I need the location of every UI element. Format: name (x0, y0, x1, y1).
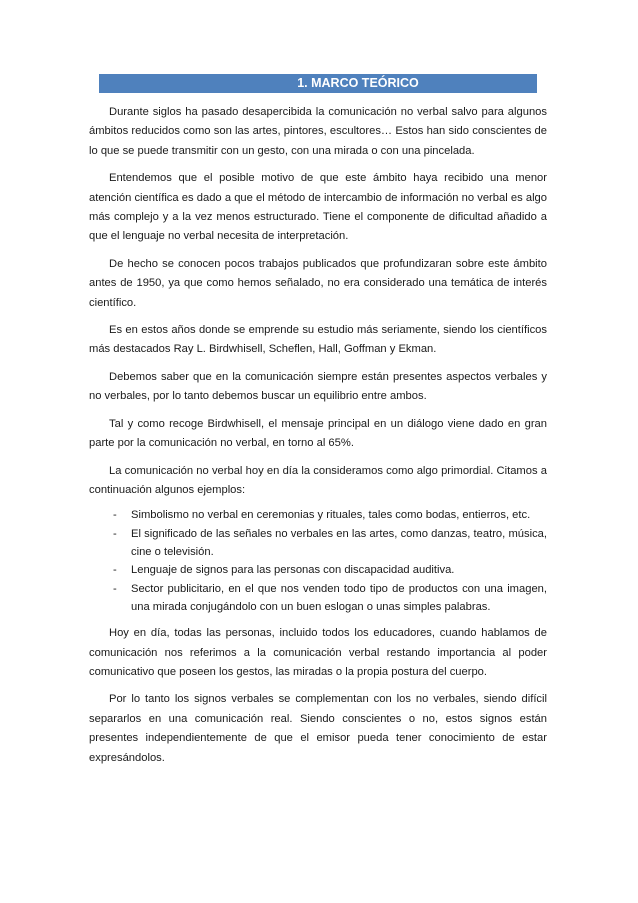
paragraph-6: Tal y como recoge Birdwhisell, el mensaje principal en un diálogo viene dado en gran parte por la comunicación no verbal, en torno al 65%. (89, 417, 547, 450)
paragraph-2: Entendemos que el posible motivo de que este ámbito haya recibido una menor atención científica es dado a que el método de intercambio de información no verbal es algo más complejo y a la vez menos estructurado. Tiene el componente de dificultad añadido a que el lenguaje no verbal necesita de interpretación. (89, 172, 547, 243)
paragraph-1: Durante siglos ha pasado desapercibida la comunicación no verbal salvo para algunos ámbitos reducidos como son las artes, pintores, escultores… Estos han sido conscientes de lo que se puede transmitir con un gesto, con una mirada o con una pincelada. (89, 106, 547, 157)
list-item-text: Sector publicitario, en el que nos venden todo tipo de productos con una imagen, una mirada conjugándolo con un buen eslogan o unas simples palabras. (131, 582, 547, 613)
section-heading: 1. MARCO TEÓRICO (99, 74, 537, 93)
list-item (89, 561, 547, 579)
document-page (89, 74, 547, 768)
examples-list (89, 506, 547, 616)
list-item-text: Lenguaje de signos para las personas con discapacidad auditiva. (131, 564, 455, 577)
paragraph-8: Hoy en día, todas las personas, incluido todos los educadores, cuando hablamos de comunicación nos referimos a la comunicación verbal restando importancia al poder comunicativo que poseen los gestos, las miradas o la propia postura del cuerpo. (89, 627, 547, 678)
bullet-marker: - (113, 527, 117, 540)
list-item (89, 506, 547, 524)
bullet-marker: - (113, 564, 117, 577)
list-item (89, 580, 547, 617)
bullet-marker: - (113, 509, 117, 522)
list-item-text: El significado de las señales no verbales en las artes, como danzas, teatro, música, cine o televisión. (131, 527, 547, 558)
paragraph-9: Por lo tanto los signos verbales se complementan con los no verbales, siendo difícil separarlos en una comunicación real. Siendo conscientes o no, estos signos están presentes independientemente de que el emisor pueda tener conocimiento de estar expresándolos. (89, 693, 547, 764)
bullet-marker: - (113, 582, 117, 595)
paragraph-4: Es en estos años donde se emprende su estudio más seriamente, siendo los científicos más destacados Ray L. Birdwhisell, Scheflen, Hall, Goffman y Ekman. (89, 324, 547, 356)
list-item-text: Simbolismo no verbal en ceremonias y rituales, tales como bodas, entierros, etc. (131, 509, 531, 522)
paragraph-3: De hecho se conocen pocos trabajos publicados que profundizaran sobre este ámbito antes de 1950, ya que como hemos señalado, no era considerado una temática de interés científico. (89, 257, 547, 309)
list-item (89, 525, 547, 562)
paragraph-5: Debemos saber que en la comunicación siempre están presentes aspectos verbales y no verbales, por lo tanto debemos buscar un equilibrio entre ambos. (89, 370, 547, 403)
paragraph-7: La comunicación no verbal hoy en día la consideramos como algo primordial. Citamos a continuación algunos ejemplos: (89, 464, 547, 496)
